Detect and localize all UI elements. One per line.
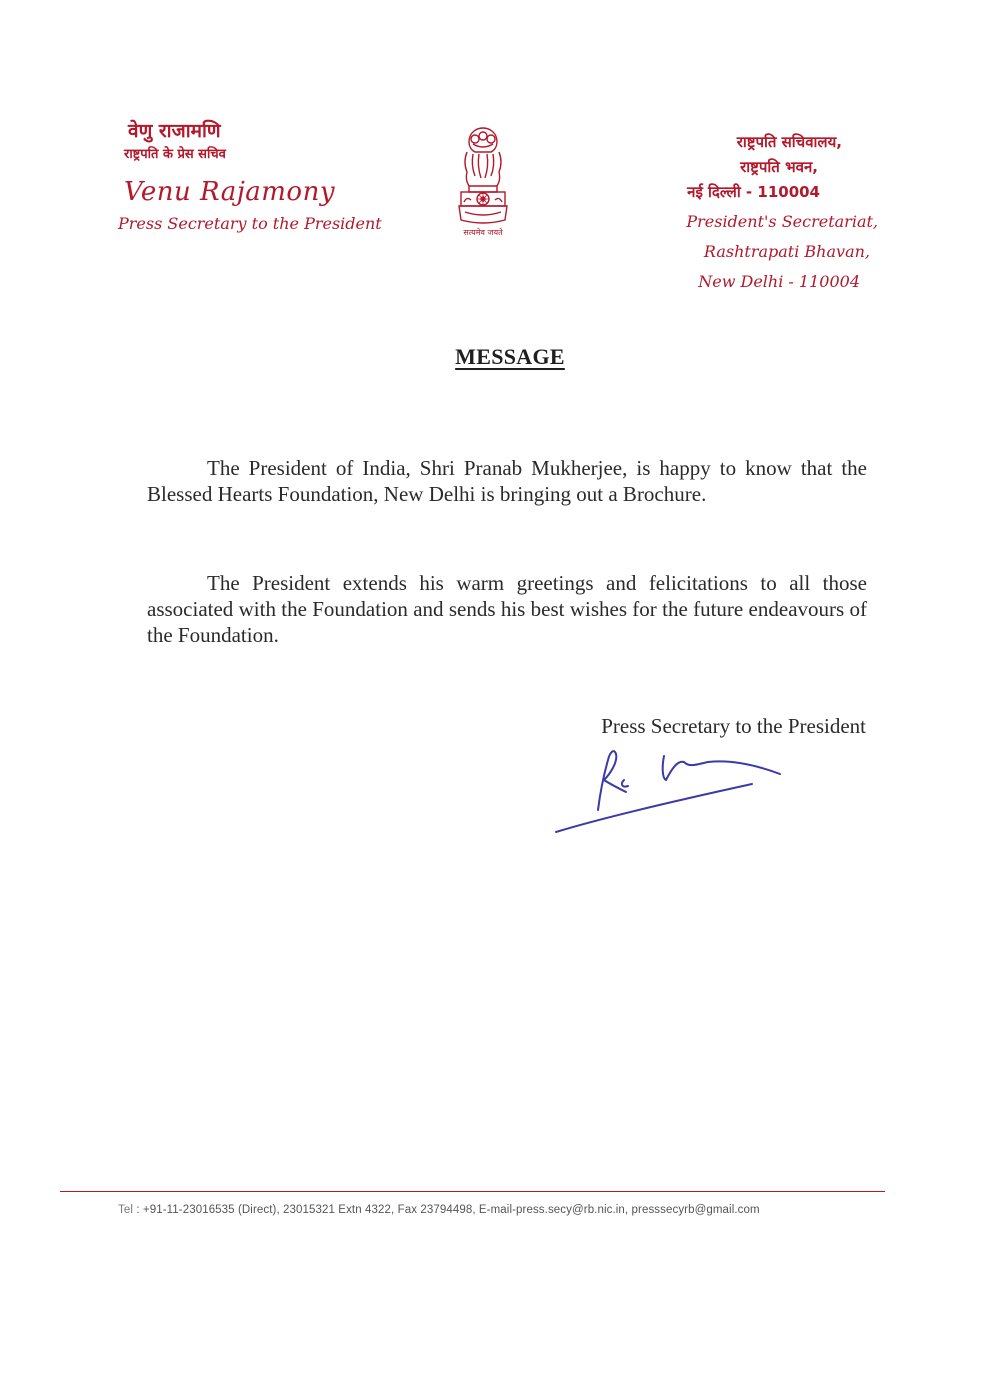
address-hindi-line3: नई दिल्ली - 110004 bbox=[687, 183, 820, 201]
sender-name-hindi: वेणु राजामणि bbox=[128, 120, 221, 142]
message-paragraph-2-text: The President extends his warm greetings and felicitations to all those associated with the Foundation and sends his best wishes for the future endeavours of the Foundation. bbox=[147, 571, 867, 647]
message-paragraph-1 bbox=[147, 455, 867, 507]
emblem-motto: सत्यमेव जयते bbox=[463, 228, 503, 237]
address-english-line2: Rashtrapati Bhavan, bbox=[703, 242, 870, 261]
letterhead-right bbox=[600, 130, 878, 297]
footer-rule bbox=[60, 1191, 885, 1192]
sender-title-hindi: राष्ट्रपति के प्रेस सचिव bbox=[124, 147, 226, 162]
letterhead-left bbox=[118, 118, 438, 236]
address-english-line3: New Delhi - 110004 bbox=[698, 272, 860, 291]
handwritten-signature bbox=[548, 738, 798, 843]
message-heading: MESSAGE bbox=[455, 344, 565, 369]
address-hindi-line2: राष्ट्रपति भवन, bbox=[740, 158, 818, 176]
footer-tel-label: Tel bbox=[118, 1204, 134, 1216]
sender-title-english: Press Secretary to the President bbox=[118, 214, 382, 233]
sender-name-english: Venu Rajamony bbox=[124, 177, 336, 207]
address-hindi-line1: राष्ट्रपति सचिवालय, bbox=[736, 133, 842, 151]
national-emblem-icon bbox=[455, 122, 511, 226]
message-paragraph-1-text: The President of India, Shri Pranab Mukherjee, is happy to know that the Blessed Hearts Foundation, New Delhi is bringing out a Brochure. bbox=[147, 456, 867, 506]
message-paragraph-2 bbox=[147, 570, 867, 648]
footer-contact bbox=[118, 1204, 760, 1216]
national-emblem bbox=[448, 122, 518, 242]
signatory-title: Press Secretary to the President bbox=[601, 714, 866, 738]
footer-contact-details: : +91-11-23016535 (Direct), 23015321 Extn 4322, Fax 23794498, E-mail-press.secy@rb.nic.in, presssecyrb@gmail.com bbox=[136, 1204, 760, 1216]
address-english-line1: President's Secretariat, bbox=[686, 212, 878, 231]
signature-icon bbox=[548, 738, 798, 838]
